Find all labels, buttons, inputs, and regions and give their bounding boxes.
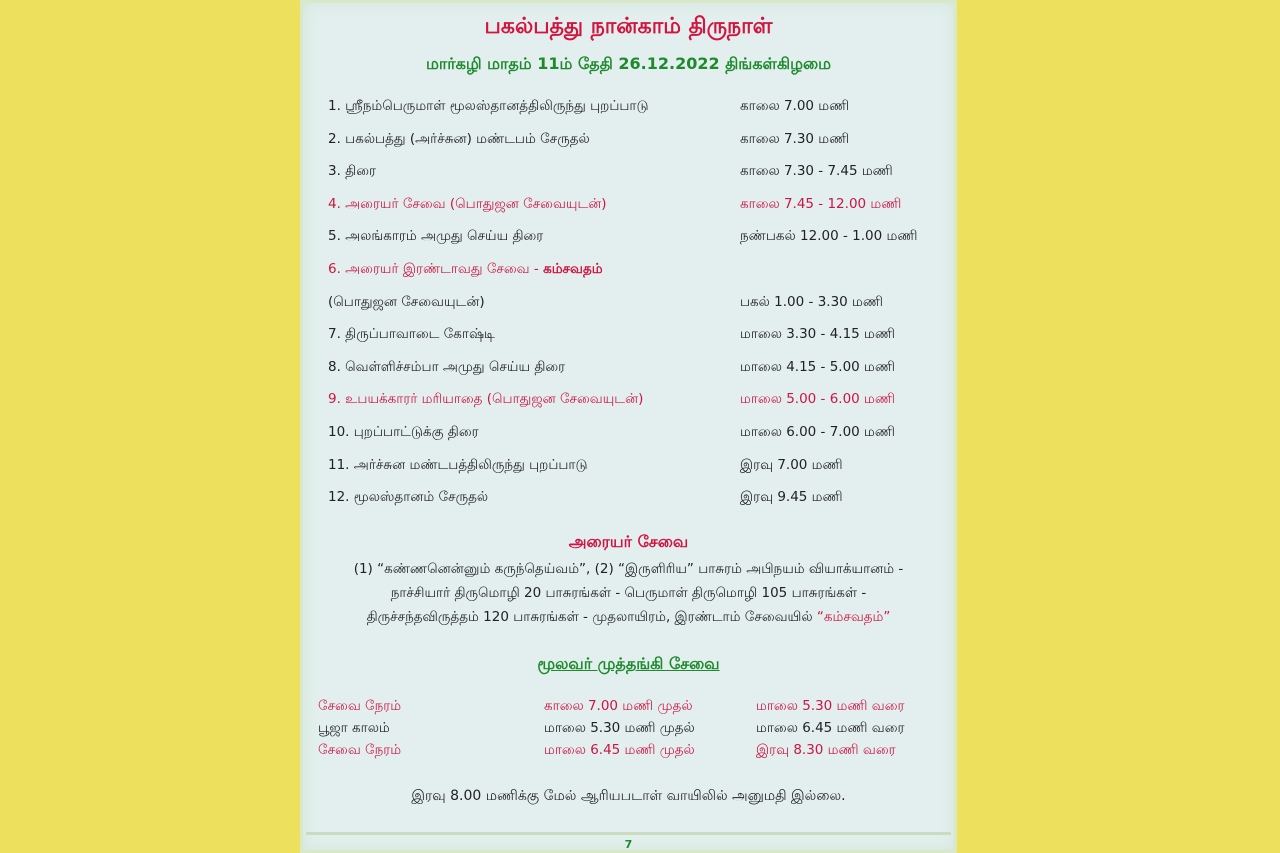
araiyar-line-3-text: திருச்சந்தவிருத்தம் 120 பாசுரங்கள் - முதலாயிரம், இரண்டாம் சேவையில் xyxy=(366,609,817,625)
to-time: மாலை 6.45 மணி வரை xyxy=(756,720,905,736)
activity-text: 3. திரை xyxy=(328,163,376,180)
activity-text: 4. அரையர் சேவை (பொதுஜன சேவையுடன்) xyxy=(328,195,607,212)
schedule-row xyxy=(328,228,948,252)
activity-text: 11. அர்ச்சுன மண்டபத்திலிருந்து புறப்பாடு xyxy=(328,456,588,473)
schedule-row xyxy=(328,489,948,513)
schedule-row xyxy=(328,457,948,481)
schedule-row xyxy=(328,326,948,350)
time-text: மாலை 3.30 - 4.15 மணி xyxy=(740,326,895,343)
activity-text: 5. அலங்காரம் அமுது செய்ய திரை xyxy=(328,228,544,245)
activity-bold-text: கம்சவதம் xyxy=(543,261,603,277)
from-time: மாலை 6.45 மணி முதல் xyxy=(544,742,695,758)
activity-text: 1. ஸ்ரீநம்பெருமாள் மூலஸ்தானத்திலிருந்து புறப்பாடு xyxy=(328,98,649,114)
time-text: காலை 7.30 மணி xyxy=(740,130,850,147)
time-text: மாலை 4.15 - 5.00 மணி xyxy=(740,358,895,375)
time-text: காலை 7.00 மணி xyxy=(740,98,850,114)
time-text: பகல் 1.00 - 3.30 மணி xyxy=(740,293,883,310)
araiyar-line-1: (1) “கண்ணனென்னும் கருந்தெய்வம்”, (2) “இருளிரிய” பாசுரம் அபிநயம் வியாக்யானம் - xyxy=(353,561,904,577)
moolavar-row xyxy=(318,720,938,742)
schedule-row xyxy=(328,131,948,155)
frame-border xyxy=(306,832,951,835)
document-page xyxy=(300,0,957,853)
activity-text: (பொதுஜன சேவையுடன்) xyxy=(328,293,485,310)
time-text: இரவு 7.00 மணி xyxy=(740,456,843,473)
araiyar-line-3 xyxy=(320,605,937,629)
schedule-row xyxy=(328,424,948,448)
activity-text: 8. வெள்ளிச்சம்பா அமுது செய்ய திரை xyxy=(328,358,566,375)
time-text: மாலை 5.00 - 6.00 மணி xyxy=(740,391,895,408)
activity-text: 9. உபயக்காரர் மரியாதை (பொதுஜன சேவையுடன்) xyxy=(328,391,644,408)
araiyar-heading: அரையர் சேவை xyxy=(568,532,689,551)
time-text: காலை 7.30 - 7.45 மணி xyxy=(740,163,893,180)
entry-note: இரவு 8.00 மணிக்கு மேல் ஆரியபடாள் வாயிலில் அனுமதி இல்லை. xyxy=(411,788,846,804)
time-text: இரவு 9.45 மணி xyxy=(740,489,843,506)
time-text: நண்பகல் 12.00 - 1.00 மணி xyxy=(740,228,918,245)
araiyar-paragraph xyxy=(320,557,937,629)
activity-text: 2. பகல்பத்து (அர்ச்சுன) மண்டபம் சேருதல் xyxy=(328,130,590,147)
activity-text: 12. மூலஸ்தானம் சேருதல் xyxy=(328,489,489,506)
schedule-row xyxy=(328,359,948,383)
page-number: 7 xyxy=(624,838,633,851)
schedule-row xyxy=(328,98,948,122)
schedule-row xyxy=(328,294,948,318)
activity-text: 6. அரையர் இரண்டாவது சேவை - கம்சவதம் xyxy=(328,261,603,277)
kamsavatham-highlight: “கம்சவதம்” xyxy=(816,609,891,625)
araiyar-line-2: நாச்சியார் திருமொழி 20 பாசுரங்கள் - பெருமாள் திருமொழி 105 பாசுரங்கள் - xyxy=(390,585,867,601)
session-label: பூஜா காலம் xyxy=(318,720,390,736)
session-label: சேவை நேரம் xyxy=(318,742,402,758)
schedule-row xyxy=(328,163,948,187)
from-time: காலை 7.00 மணி முதல் xyxy=(544,698,693,714)
to-time: மாலை 5.30 மணி வரை xyxy=(756,698,905,714)
to-time: இரவு 8.30 மணி வரை xyxy=(756,742,896,758)
time-text: மாலை 6.00 - 7.00 மணி xyxy=(740,424,895,440)
moolavar-heading: மூலவர் முத்தங்கி சேவை xyxy=(537,654,720,673)
activity-text: 7. திருப்பாவாடை கோஷ்டி xyxy=(328,326,495,343)
moolavar-row xyxy=(318,698,938,720)
schedule-row xyxy=(328,261,948,285)
page-subtitle: மார்கழி மாதம் 11ம் தேதி 26.12.2022 திங்கள்கிழமை xyxy=(425,54,831,73)
schedule-row xyxy=(328,196,948,220)
page-title: பகல்பத்து நான்காம் திருநாள் xyxy=(484,14,773,39)
from-time: மாலை 5.30 மணி முதல் xyxy=(544,720,695,736)
activity-text: 10. புறப்பாட்டுக்கு திரை xyxy=(328,424,479,440)
time-text: காலை 7.45 - 12.00 மணி xyxy=(740,195,902,212)
schedule-row xyxy=(328,391,948,415)
session-label: சேவை நேரம் xyxy=(318,698,402,714)
moolavar-row xyxy=(318,742,938,764)
